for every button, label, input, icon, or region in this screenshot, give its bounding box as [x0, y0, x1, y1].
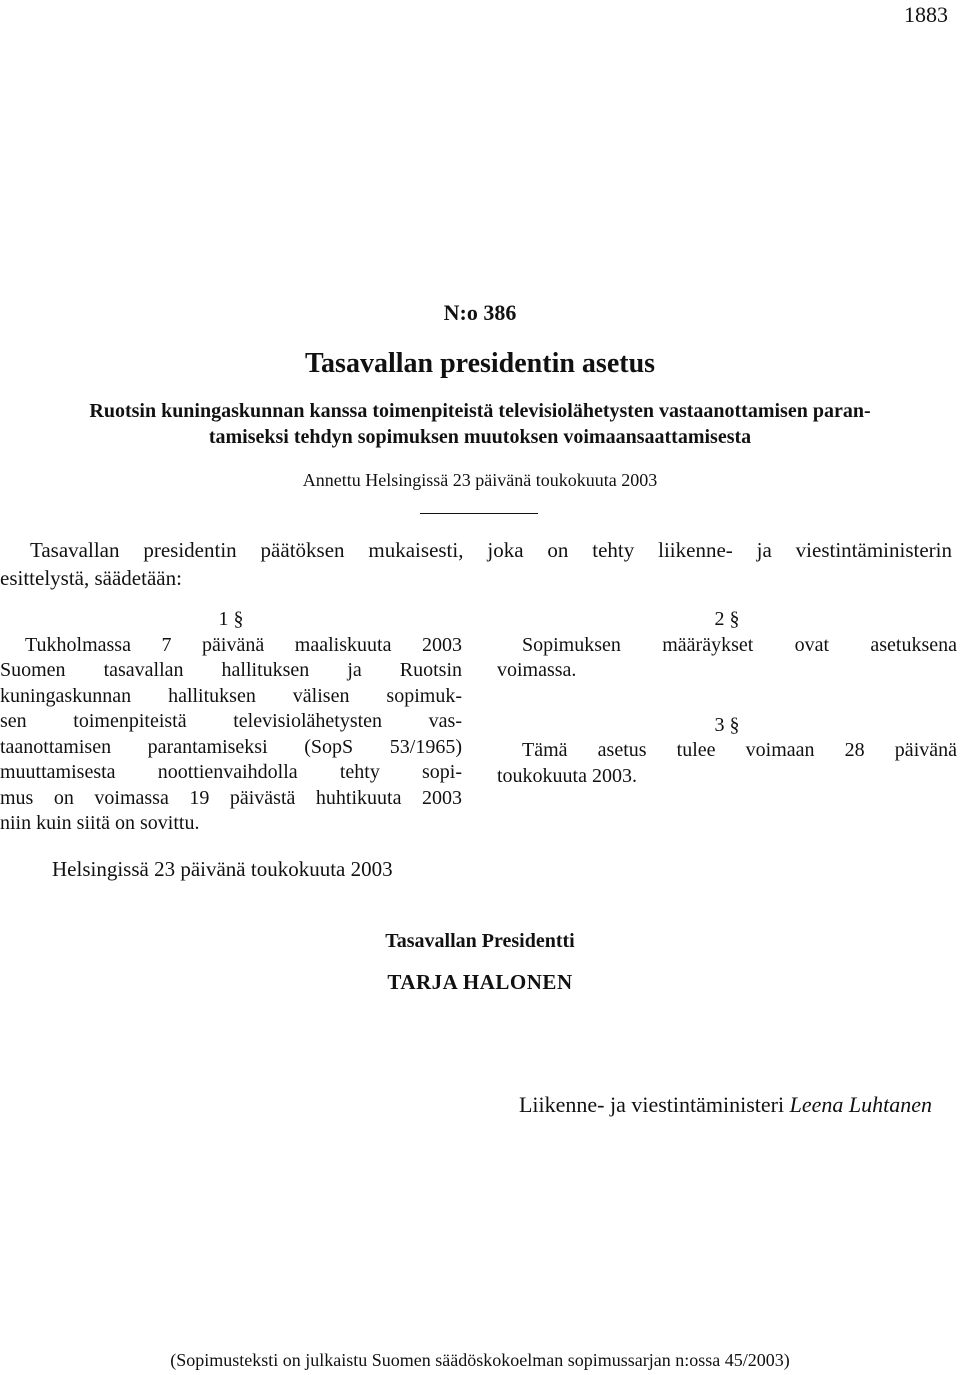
section-heading: 2 § — [714, 608, 740, 630]
minister-title: Liikenne- ja viestintäministeri — [518, 1092, 785, 1117]
left-column — [0, 607, 462, 837]
preamble — [0, 536, 952, 592]
section-line: sen toimenpiteistä televisiolähetysten vas- — [0, 710, 462, 732]
document-number: N:o 386 — [443, 300, 517, 325]
signer-title: Tasavallan Presidentti — [385, 930, 575, 952]
section-line: toukokuuta 2003. — [497, 764, 637, 787]
section-body — [497, 738, 957, 789]
subtitle-line: Ruotsin kuningaskunnan kanssa toimenpiteistä televisiolähetysten vastaanottamisen paran- — [89, 400, 871, 422]
footnote: (Sopimusteksti on julkaistu Suomen säädöskokoelman sopimussarjan n:ossa 45/2003) — [170, 1350, 790, 1370]
section-line: niin kuin siitä on sovittu. — [0, 812, 200, 834]
issued-date: Annettu Helsingissä 23 päivänä toukokuuta 2003 — [302, 470, 658, 490]
section-line: Tukholmassa 7 päivänä maaliskuuta 2003 — [25, 633, 462, 656]
section-line: mus on voimassa 19 päivästä huhtikuuta 2003 — [0, 786, 462, 809]
minister-name: Leena Luhtanen — [789, 1092, 932, 1117]
section-line: voimassa. — [497, 659, 577, 681]
section-heading: 1 § — [218, 608, 244, 630]
page-number: 1883 — [904, 2, 948, 27]
section-heading: 3 § — [714, 713, 740, 736]
preamble-line: esittelystä, säädetään: — [0, 566, 182, 590]
section-line: kuningaskunnan hallituksen välisen sopimuk- — [0, 684, 462, 707]
countersignature — [519, 1092, 932, 1118]
subtitle-line: tamiseksi tehdyn sopimuksen muutoksen voimaansaattamisesta — [208, 426, 752, 448]
document-title: Tasavallan presidentin asetus — [304, 348, 656, 379]
preamble-line: Tasavallan presidentin päätöksen mukaisesti, joka on tehty liikenne- ja viestintäministerin — [30, 538, 952, 562]
section-line: Suomen tasavallan hallituksen ja Ruotsin — [0, 659, 462, 681]
right-column — [497, 607, 957, 789]
section-line: taanottamisen parantamiseksi (SopS 53/1965) — [0, 735, 462, 758]
divider — [420, 513, 538, 514]
signer-name: TARJA HALONEN — [387, 970, 573, 994]
place-and-date: Helsingissä 23 päivänä toukokuuta 2003 — [52, 857, 393, 881]
section-line: muuttamisesta noottienvaihdolla tehty sopi- — [0, 761, 462, 783]
section-body — [497, 633, 957, 684]
section-line: Sopimuksen määräykset ovat asetuksena — [522, 633, 957, 656]
section-body — [0, 633, 462, 837]
document-subtitle — [0, 398, 960, 450]
section-line: Tämä asetus tulee voimaan 28 päivänä — [522, 739, 957, 761]
